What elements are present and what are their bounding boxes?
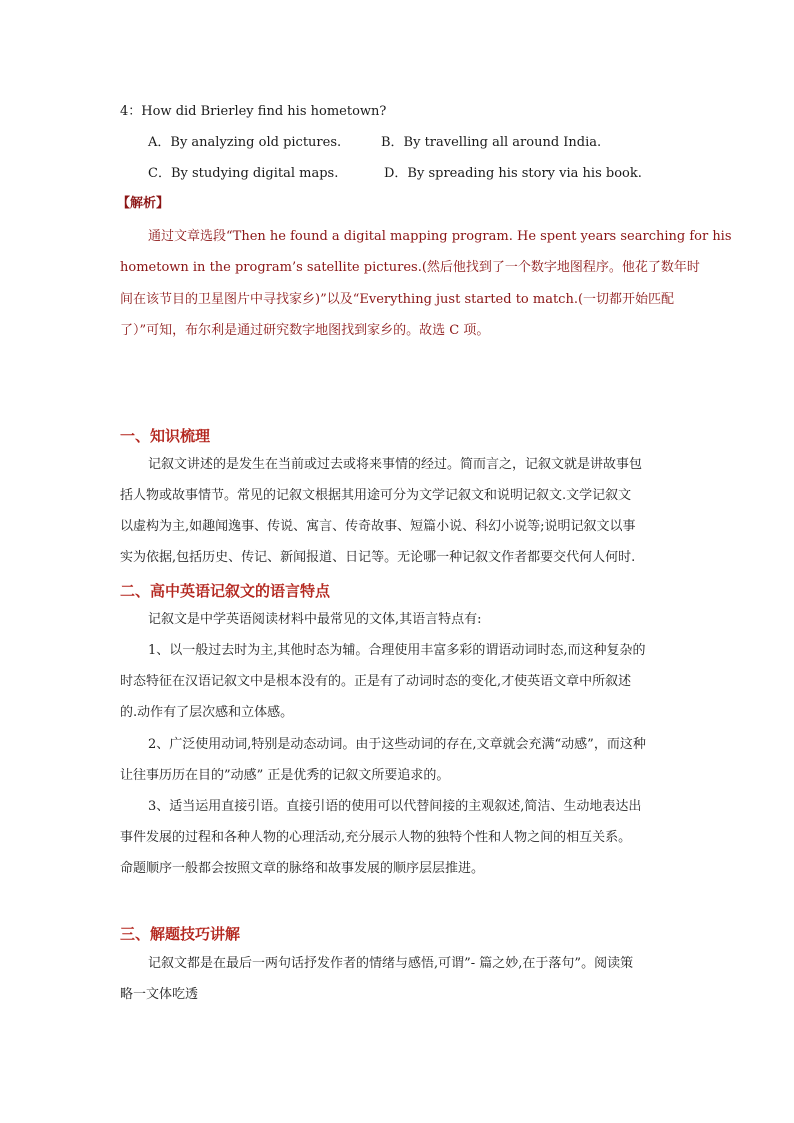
section-3-line-1: 记叙文都是在最后一两句话抒发作者的情绪与感悟,可谓”- 篇之妙,在于落句”。阅读策 (148, 956, 634, 971)
section-3-title: 三、解题技巧讲解 (120, 925, 241, 943)
analysis-line-4: 了）”可知，布尔利是通过研究数字地图找到家乡的。故选 C 项。 (120, 323, 490, 338)
section-1-title: 一、知识梳理 (120, 427, 211, 445)
section-2-line-5: 2、广泛使用动词,特别是动态动词。由于这些动词的存在,文章就会充满“动感”，而这种 (148, 737, 646, 752)
section-2-line-7: 3、适当运用直接引语。直接引语的使用可以代替间接的主观叙述,简洁、生动地表达出 (148, 799, 642, 814)
analysis-line-1: 通过文章选段“Then he found a digital mapping program. He spent years searching for his (148, 229, 732, 244)
analysis-label: 【解析】 (117, 196, 170, 211)
section-2-line-9: 命题顺序一般都会按照文章的脉络和故事发展的顺序层层推进。 (120, 861, 485, 876)
option-b: B．By travelling all around India. (381, 135, 602, 150)
option-a: A．By analyzing old pictures. (148, 135, 342, 150)
section-2-line-1: 记叙文是中学英语阅读材料中最常见的文体,其语言特点有: (148, 612, 482, 627)
section-1-line-3: 以虚构为主,如趣闻逸事、传说、寓言、传奇故事、短篇小说、科幻小说等;说明记叙文以事 (120, 519, 636, 534)
section-2-line-6: 让往事历历在目的”动感” 正是优秀的记叙文所要追求的。 (120, 768, 450, 783)
question-stem: 4：How did Brierley find his hometown? (120, 104, 387, 119)
option-d: D．By spreading his story via his book. (384, 166, 642, 181)
section-2-line-3: 时态特征在汉语记叙文中是根本没有的。正是有了动词时态的变化,才使英语文章中所叙述 (120, 674, 632, 689)
section-1-line-4: 实为依据,包括历史、传记、新闻报道、日记等。无论哪一种记叙文作者都要交代何人何时. (120, 550, 636, 565)
analysis-line-2: hometown in the program’s satellite pictures.(然后他找到了一个数字地图程序。他花了数年时 (120, 260, 700, 275)
section-2-line-8: 事件发展的过程和各种人物的心理活动,充分展示人物的独特个性和人物之间的相互关系。 (120, 830, 632, 845)
option-c: C．By studying digital maps. (148, 166, 339, 181)
section-2-line-4: 的.动作有了层次感和立体感。 (120, 705, 294, 720)
section-3-line-2: 略一文体吃透 (120, 987, 199, 1002)
section-1-line-2: 括人物或故事情节。常见的记叙文根据其用途可分为文学记叙文和说明记叙文.文学记叙文 (120, 488, 632, 503)
analysis-line-3: 间在该节目的卫星图片中寻找家乡)”以及“Everything just started to match.(一切都开始匹配 (120, 292, 675, 307)
section-2-title: 二、高中英语记叙文的语言特点 (120, 582, 331, 600)
section-2-line-2: 1、以一般过去时为主,其他时态为辅。合理使用丰富多彩的谓语动词时态,而这种复杂的 (148, 643, 646, 658)
section-1-line-1: 记叙文讲述的是发生在当前或过去或将来事情的经过。简而言之，记叙文就是讲故事包 (148, 457, 643, 472)
